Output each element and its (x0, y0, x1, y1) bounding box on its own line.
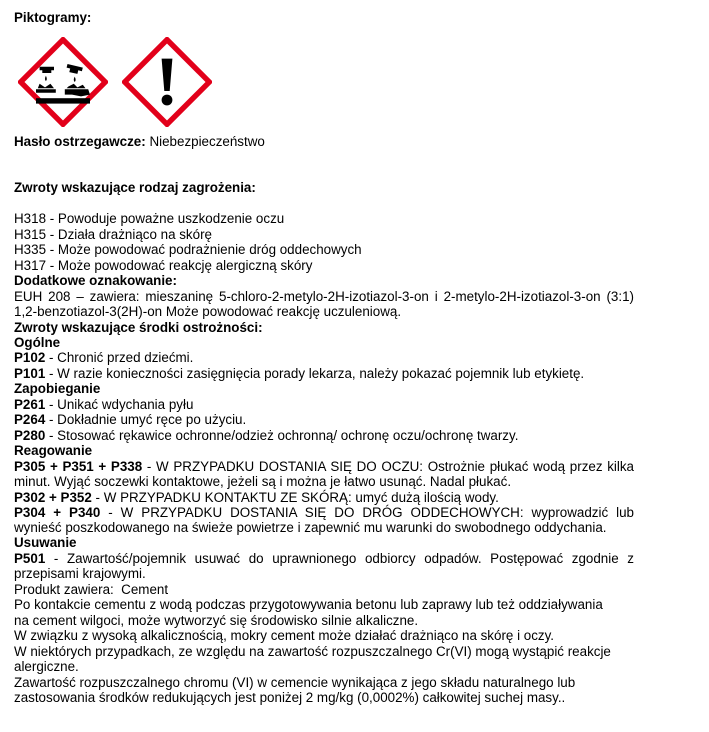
precautionary-statement (14, 459, 634, 475)
exclamation-mark-pictogram-icon (122, 37, 212, 127)
product-info-line: W związku z wysoką alkalicznością, mokry cement może działać drażniąco na skórę i oczy. (14, 628, 555, 643)
product-info-line: alergiczne. (14, 659, 79, 674)
additional-labelling-heading: Dodatkowe oznakowanie: (14, 273, 177, 288)
prevention-heading: Zapobieganie (14, 381, 101, 396)
statement-text: - Zawartość/pojemnik usuwać do uprawnionego odbiorcy odpadów. Postępować zgodnie z (45, 551, 634, 566)
statement-code: P264 (14, 412, 46, 427)
disposal-heading: Usuwanie (14, 535, 77, 550)
statement-text: - Chronić przed dziećmi. (45, 350, 194, 365)
pictograms-heading: Piktogramy: (14, 10, 92, 25)
product-info-line: W niektórych przypadkach, ze względu na zawartość rozpuszczalnego Cr(VI) mogą wystąpić reakcje (14, 644, 611, 659)
statement-text: - W PRZYPADKU DOSTANIA SIĘ DO OCZU: Ostrożnie płukać wodą przez kilka (142, 459, 634, 474)
product-info-line: na cement wilgoci, może wytworzyć się środowisko silnie alkaliczne. (14, 613, 419, 628)
hazard-statements-heading: Zwroty wskazujące rodzaj zagrożenia: (14, 180, 256, 195)
precautionary-statement (14, 350, 193, 366)
hazard-statement: H317 - Może powodować reakcję alergiczną skóry (14, 258, 313, 273)
precautionary-statement (14, 428, 518, 444)
statement-code: P501 (14, 551, 46, 566)
statement-code: P101 (14, 366, 46, 381)
precautionary-statement (14, 551, 634, 567)
statement-code: P304 + P340 (14, 505, 101, 520)
precautionary-statement (14, 397, 193, 413)
additional-labelling-text: 1,2-benzotiazol-3(2H)-on Może powodować reakcję uczuleniową. (14, 304, 402, 319)
product-info-line: Po kontakcie cementu z wodą podczas przygotowywania betonu lub zaprawy lub też oddziaływania (14, 597, 603, 612)
hazard-statement: H335 - Może powodować podrażnienie dróg oddechowych (14, 242, 362, 257)
statement-text: - Unikać wdychania pyłu (45, 397, 194, 412)
statement-text: - W PRZYPADKU DOSTANIA SIĘ DO DRÓG ODDECHOWYCH: wyprowadzić lub (100, 505, 634, 520)
statement-code: P261 (14, 397, 46, 412)
hazard-statement: H315 - Działa drażniąco na skórę (14, 227, 212, 242)
response-heading: Reagowanie (14, 443, 93, 458)
signal-word (14, 134, 265, 150)
statement-code: P305 + P351 + P338 (14, 459, 143, 474)
precautionary-statement (14, 505, 634, 521)
pictogram-row (18, 37, 218, 127)
statement-code: P280 (14, 428, 46, 443)
statement-text: - W PRZYPADKU KONTAKTU ZE SKÓRĄ: umyć dużą ilością wody. (91, 490, 499, 505)
precautionary-statement (14, 412, 246, 428)
product-contains: Produkt zawiera: Cement (14, 582, 169, 597)
precautionary-statement (14, 490, 499, 506)
statement-text: - Stosować rękawice ochronne/odzież ochronną/ ochronę oczu/ochronę twarzy. (45, 428, 519, 443)
statement-continuation: wynieść poszkodowanego na świeże powietrze i zapewnić mu warunki do swobodnego oddychania. (14, 520, 607, 535)
additional-labelling-text: EUH 208 – zawiera: mieszaninę 5-chloro-2-metylo-2H-izotiazol-3-on i 2-metylo-2H-izotiazol-3-on (3:1) (14, 289, 634, 304)
statement-continuation: przepisami krajowymi. (14, 566, 146, 581)
precautionary-statement (14, 366, 584, 382)
product-info-line: Zawartość rozpuszczalnego chromu (VI) w cemencie wynikająca z jego składu naturalnego lub (14, 675, 576, 690)
corrosion-pictogram-icon (18, 37, 108, 127)
statement-code: P102 (14, 350, 46, 365)
general-heading: Ogólne (14, 335, 61, 350)
statement-text: - Dokładnie umyć ręce po użyciu. (45, 412, 247, 427)
statement-continuation: minut. Wyjąć soczewki kontaktowe, jeżeli są i można je łatwo usunąć. Nadal płukać. (14, 474, 512, 489)
signal-word-label: Hasło ostrzegawcze: (14, 134, 146, 149)
product-info-line: zastosowania środków redukujących jest poniżej 2 mg/kg (0,0002%) całkowitej suchej masy.. (14, 690, 566, 705)
hazard-statement: H318 - Powoduje poważne uszkodzenie oczu (14, 211, 285, 226)
statement-code: P302 + P352 (14, 490, 92, 505)
precautionary-heading: Zwroty wskazujące środki ostrożności: (14, 320, 263, 335)
statement-text: - W razie konieczności zasięgnięcia porady lekarza, należy pokazać pojemnik lub etykietę. (45, 366, 585, 381)
signal-word-value: Niebezpieczeństwo (149, 134, 265, 149)
